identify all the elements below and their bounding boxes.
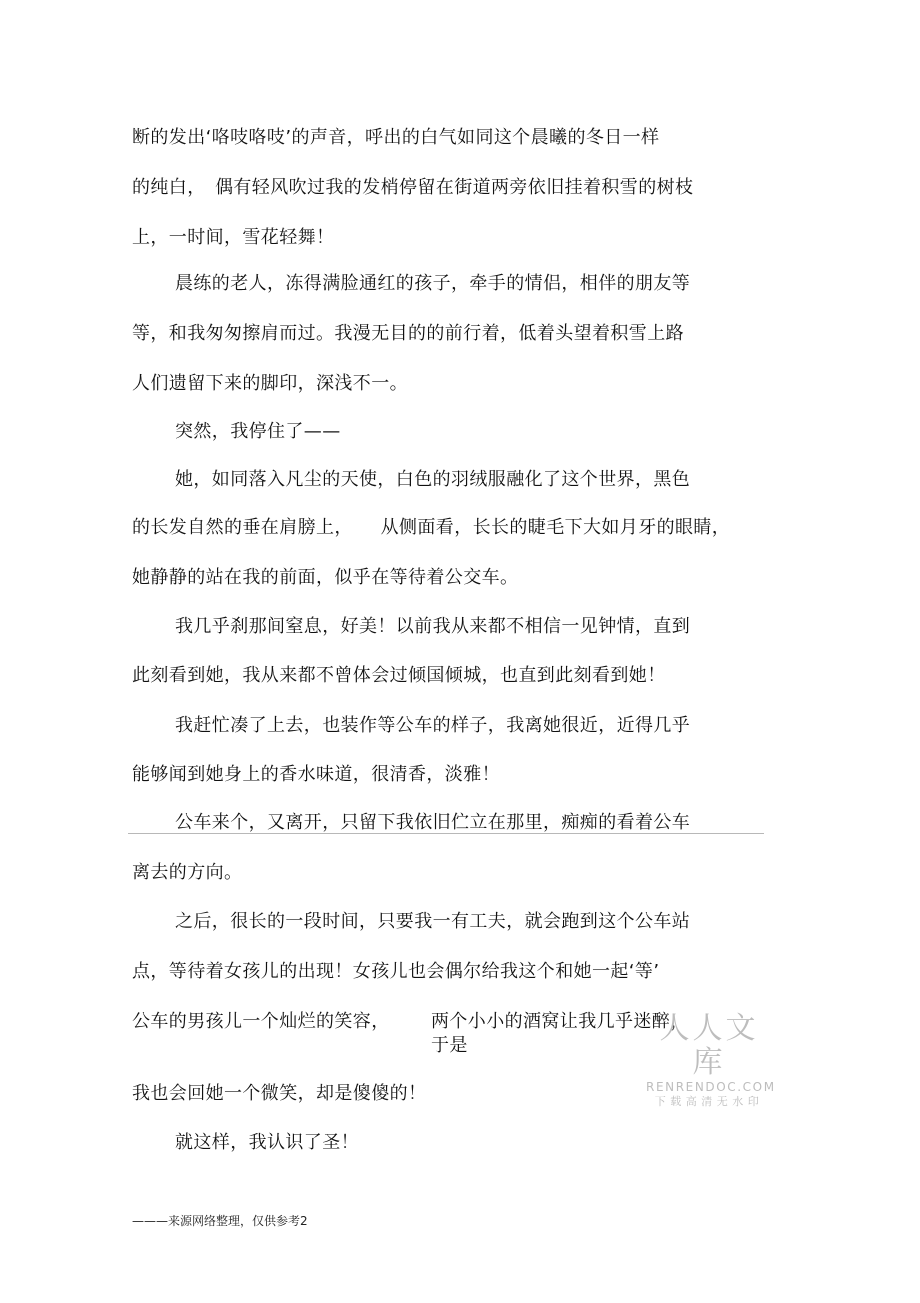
text-line: 突然，我停住了—— xyxy=(175,421,341,442)
text-line: 我赶忙凑了上去，也装作等公车的样子，我离她很近，近得几乎 xyxy=(175,715,691,736)
text-line: 此刻看到她，我从来都不曾体会过倾国倾城，也直到此刻看到她！ xyxy=(132,665,666,686)
text-line: 的长发自然的垂在肩膀上， 从侧面看，长长的睫毛下大如月牙的眼睛， xyxy=(132,517,731,538)
text-line: 公车的男孩儿一个灿烂的笑容， xyxy=(132,1011,390,1032)
text-line: 我几乎刹那间窒息，好美！以前我从来都不相信一见钟情，直到 xyxy=(175,616,691,637)
watermark-title: 人人文库 xyxy=(659,1011,759,1080)
divider-line xyxy=(128,833,764,834)
text-line: 断的发出‘咯吱咯吱’的声音，呼出的白气如同这个晨曦的冬日一样 xyxy=(132,127,660,148)
text-line: 我也会回她一个微笑，却是傻傻的！ xyxy=(132,1083,427,1104)
text-line: 于是 xyxy=(431,1035,468,1056)
text-line: 就这样，我认识了圣！ xyxy=(175,1132,359,1153)
text-line: 晨练的老人，冻得满脸通红的孩子，牵手的情侣，相伴的朋友等 xyxy=(175,273,691,294)
text-line: 等，和我匆匆擦肩而过。我漫无目的的前行着，低着头望着积雪上路 xyxy=(132,323,684,344)
text-line: 公车来个，又离开，只留下我依旧伫立在那里，痴痴的看着公车 xyxy=(175,812,691,833)
text-line: 上，一时间，雪花轻舞！ xyxy=(132,227,335,248)
text-line: 能够闻到她身上的香水味道，很清香，淡雅！ xyxy=(132,764,500,785)
footer-note: ———来源网络整理，仅供参考2 xyxy=(132,1214,308,1228)
text-line: 之后，很长的一段时间，只要我一有工夫，就会跑到这个公车站 xyxy=(175,911,691,932)
text-line: 离去的方向。 xyxy=(132,862,243,883)
text-line: 点，等待着女孩儿的出现！女孩儿也会偶尔给我这个和她一起‘等’ xyxy=(132,961,660,982)
text-line: 两个小小的酒窝让我几乎迷醉， xyxy=(431,1011,689,1032)
watermark xyxy=(646,1011,776,1110)
text-line: 她静静的站在我的前面，似乎在等待着公交车。 xyxy=(132,567,519,588)
text-line: 她，如同落入凡尘的天使，白色的羽绒服融化了这个世界，黑色 xyxy=(175,469,691,490)
watermark-url: RENRENDOC.COM xyxy=(646,1080,776,1094)
text-line: 人们遗留下来的脚印，深浅不一。 xyxy=(132,373,408,394)
text-line: 的纯白， 偶有轻风吹过我的发梢停留在街道两旁依旧挂着积雪的树枝 xyxy=(132,177,694,198)
watermark-slogan: 下载高清无水印 xyxy=(654,1095,764,1108)
